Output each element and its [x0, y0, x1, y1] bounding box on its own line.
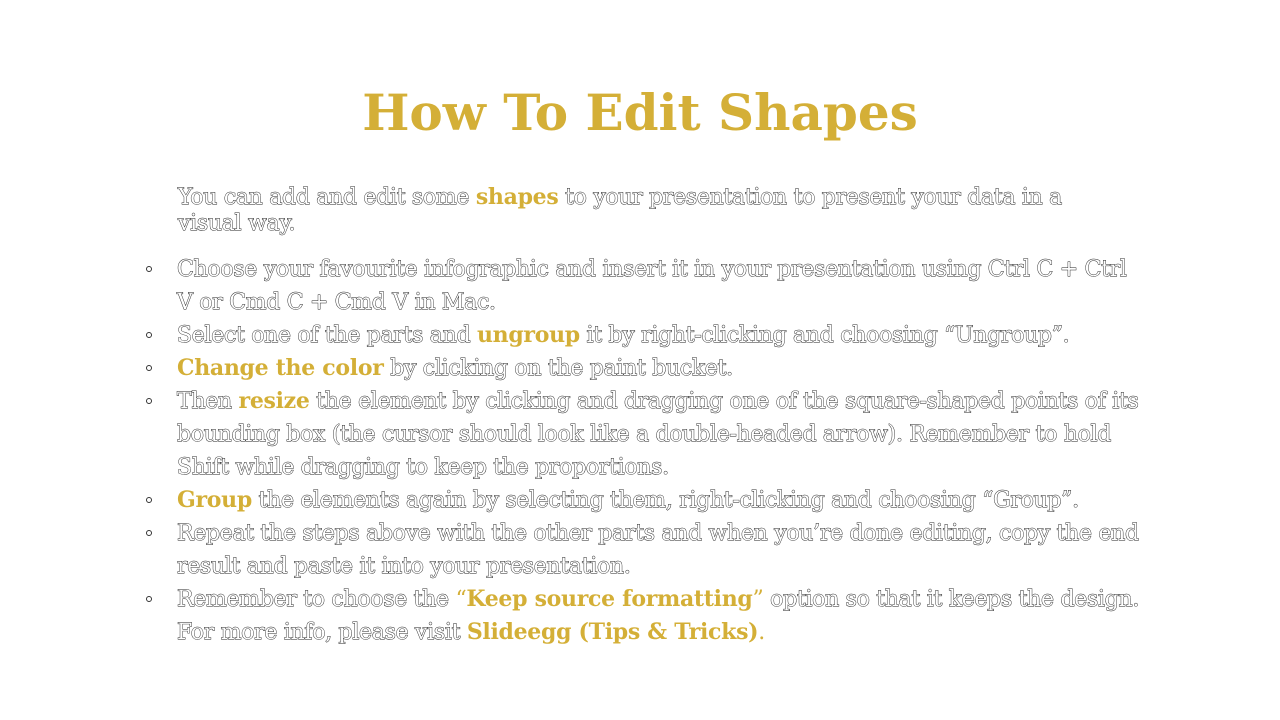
bullet-icon	[146, 266, 152, 272]
list-item-text: Repeat the steps above with the other parts and when you’re done editing, copy the end result and paste it into your presentation.	[177, 521, 1139, 579]
list-item-text: Choose your favourite infographic and insert it in your presentation using Ctrl C + Ctrl V or Cmd C + Cmd V in Mac.	[177, 257, 1127, 315]
list-item	[141, 253, 1141, 319]
list-item-highlight: Keep source formatting	[466, 586, 753, 612]
slide-title: How To Edit Shapes	[362, 83, 918, 142]
list-item-highlight: Change the color	[177, 355, 384, 381]
list-item-text: Remember to choose the	[177, 587, 456, 612]
bullet-icon	[146, 497, 152, 503]
intro-text: You can add and edit some	[178, 185, 476, 210]
list-item-highlight: Group	[177, 487, 252, 513]
list-item	[141, 352, 1141, 385]
list-item-text: by clicking on the paint bucket.	[383, 356, 733, 381]
list-item-highlight: resize	[238, 388, 310, 414]
instruction-list	[141, 253, 1141, 649]
list-item	[141, 517, 1141, 583]
bullet-icon	[146, 398, 152, 404]
list-item	[141, 484, 1141, 517]
list-item-highlight: ungroup	[476, 322, 580, 348]
list-item	[141, 583, 1141, 649]
bullet-icon	[146, 365, 152, 371]
list-item-text: Then	[177, 389, 239, 414]
bullet-icon	[146, 596, 152, 602]
bullet-icon	[146, 530, 152, 536]
list-item-text: it by right-clicking and choosing “Ungroup”.	[579, 323, 1070, 348]
list-item-text: the element by clicking and dragging one of the square-shaped points of its bounding box (the cursor should look like a double-headed arrow). Remember to hold Shift while dragging to keep the proportions.	[177, 389, 1139, 480]
list-item-text: option so that it keeps the design. For more info, please visit	[177, 587, 1140, 645]
quote-mark: ”	[752, 587, 764, 612]
intro-highlight: shapes	[475, 184, 559, 210]
list-item	[141, 385, 1141, 484]
list-item-text: the elements again by selecting them, right-clicking and choosing “Group”.	[251, 488, 1079, 513]
list-item-text: .	[758, 620, 765, 645]
slideegg-link[interactable]: Slideegg (Tips & Tricks)	[466, 619, 759, 645]
intro-paragraph	[178, 184, 1108, 237]
list-item	[141, 319, 1141, 352]
intro-text-end: to your presentation to present your data in a visual way.	[178, 185, 1062, 236]
bullet-icon	[146, 332, 152, 338]
quote-mark: “	[455, 587, 467, 612]
list-item-text: Select one of the parts and	[177, 323, 477, 348]
